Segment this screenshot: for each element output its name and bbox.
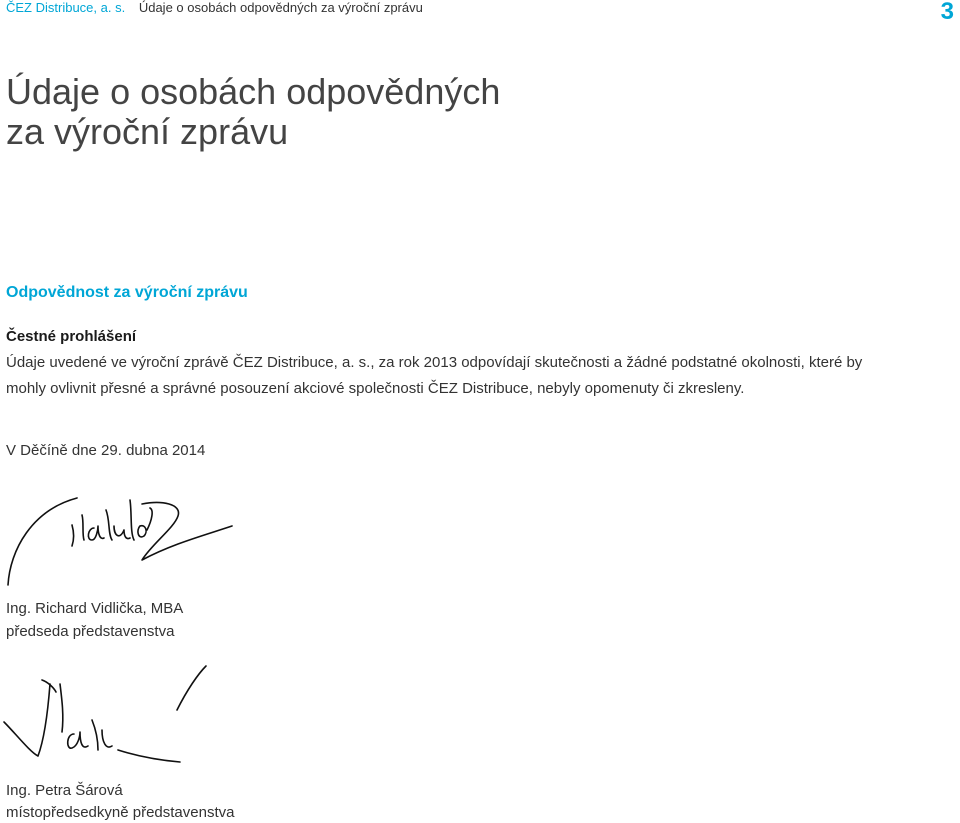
section-subtitle: Odpovědnost za výroční zprávu [6,284,248,301]
page-title-line-2: za výroční zprávu [6,111,289,152]
page-title [6,72,500,152]
running-header [6,0,954,20]
signatory-1-role: předseda představenstva [6,623,175,640]
signatory-2-name: Ing. Petra Šárová [6,782,123,799]
page-title-line-1: Údaje o osobách odpovědných [6,71,501,112]
header-company: ČEZ Distribuce, a. s. [6,0,126,15]
declaration-text: Údaje uvedené ve výroční zprávě ČEZ Distribuce, a. s., za rok 2013 odpovídají skutečnosti a žádné podstatné okolnosti, které by mohly ovlivnit přesné a správné posouzení akciové společnosti ČEZ Distribuce, nebyly opomenuty či zkresleny. [6,354,863,397]
signature-1-icon [2,490,237,590]
signatory-1-name: Ing. Richard Vidlička, MBA [6,600,184,617]
declaration-heading: Čestné prohlášení [6,328,137,345]
signature-2-icon [2,660,212,772]
signatory-2-role: místopředsedkyně představenstva [6,804,235,821]
place-and-date: V Děčíně dne 29. dubna 2014 [6,442,206,459]
header-section: Údaje o osobách odpovědných za výroční zprávu [138,0,423,15]
page-number: 3 [940,0,954,25]
